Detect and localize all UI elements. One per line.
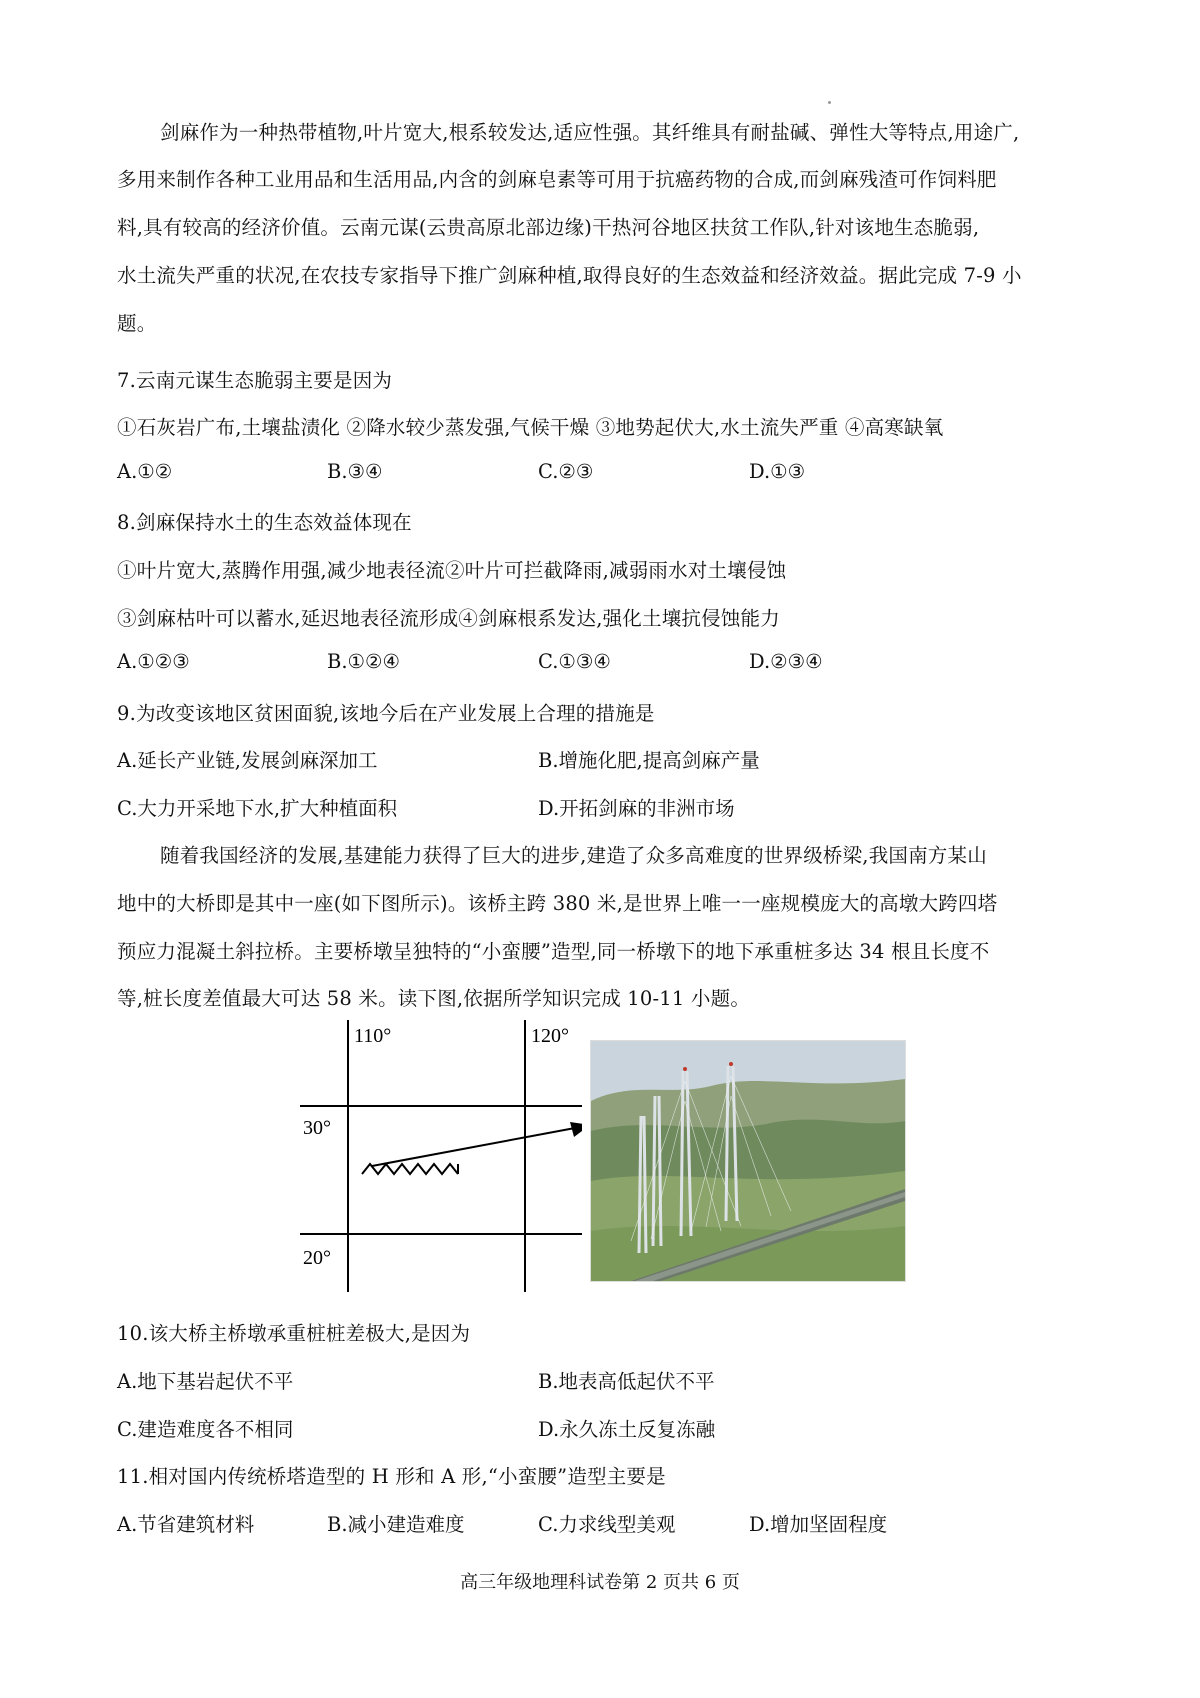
passage1-line-1: 剑麻作为一种热带植物,叶片宽大,根系较发达,适应性强。其纤维具有耐盐碱、弹性大等特点,用途广, xyxy=(160,121,1020,144)
passage1-line-2: 多用来制作各种工业用品和生活用品,内含的剑麻皂素等可用于抗癌药物的合成,而剑麻残渣可作饲料肥 xyxy=(117,168,997,191)
q9-option-c[interactable]: C.大力开采地下水,扩大种植面积 xyxy=(117,797,398,820)
question-7-items: ①石灰岩广布,土壤盐渍化 ②降水较少蒸发强,气候干燥 ③地势起伏大,水土流失严重 ④高寒缺氧 xyxy=(117,416,944,439)
q7-option-c[interactable]: C.②③ xyxy=(538,460,594,483)
q7-option-b[interactable]: B.③④ xyxy=(327,460,383,483)
q10-option-b[interactable]: B.地表高低起伏不平 xyxy=(538,1370,715,1393)
question-8-stem: 8.剑麻保持水土的生态效益体现在 xyxy=(117,511,412,534)
question-11-stem: 11.相对国内传统桥塔造型的 H 形和 A 形,“小蛮腰”造型主要是 xyxy=(117,1465,666,1488)
question-9-stem: 9.为改变该地区贫困面貌,该地今后在产业发展上合理的措施是 xyxy=(117,702,655,725)
q8-option-c[interactable]: C.①③④ xyxy=(538,650,611,673)
q10-option-c[interactable]: C.建造难度各不相同 xyxy=(117,1418,294,1441)
q9-option-a[interactable]: A.延长产业链,发展剑麻深加工 xyxy=(117,749,378,772)
q8-option-a[interactable]: A.①②③ xyxy=(117,650,190,673)
lat-label-30: 30° xyxy=(303,1117,331,1139)
passage2-line-4: 等,桩长度差值最大可达 58 米。读下图,依据所学知识完成 10-11 小题。 xyxy=(117,987,751,1010)
location-map xyxy=(300,1020,582,1292)
question-8-items-2: ③剑麻枯叶可以蓄水,延迟地表径流形成④剑麻根系发达,强化土壤抗侵蚀能力 xyxy=(117,607,780,630)
q9-option-b[interactable]: B.增施化肥,提高剑麻产量 xyxy=(538,749,760,772)
passage1-line-3: 料,具有较高的经济价值。云南元谋(云贵高原北部边缘)干热河谷地区扶贫工作队,针对该地生态脆弱, xyxy=(117,216,980,239)
page-footer: 高三年级地理科试卷第 2 页共 6 页 xyxy=(460,1572,740,1593)
question-8-items-1: ①叶片宽大,蒸腾作用强,减少地表径流②叶片可拦截降雨,减弱雨水对土壤侵蚀 xyxy=(117,559,787,582)
lat-label-20: 20° xyxy=(303,1247,331,1269)
question-7-stem: 7.云南元谋生态脆弱主要是因为 xyxy=(117,369,393,392)
location-arrow-line xyxy=(372,1128,575,1166)
q10-option-a[interactable]: A.地下基岩起伏不平 xyxy=(117,1370,294,1393)
lon-label-120: 120° xyxy=(531,1025,569,1047)
passage2-line-2: 地中的大桥即是其中一座(如下图所示)。该桥主跨 380 米,是世界上唯一一座规模庞大的高墩大跨四塔 xyxy=(117,892,998,915)
q9-option-d[interactable]: D.开拓剑麻的非洲市场 xyxy=(538,797,735,820)
passage1-line-5: 题。 xyxy=(117,312,157,335)
q11-option-a[interactable]: A.节省建筑材料 xyxy=(117,1513,255,1536)
q8-option-d[interactable]: D.②③④ xyxy=(749,650,823,673)
q11-option-c[interactable]: C.力求线型美观 xyxy=(538,1513,676,1536)
scan-dot xyxy=(828,101,831,104)
lon-label-110: 110° xyxy=(354,1025,392,1047)
question-10-stem: 10.该大桥主桥墩承重桩桩差极大,是因为 xyxy=(117,1322,471,1345)
q8-option-b[interactable]: B.①②④ xyxy=(327,650,400,673)
q7-option-a[interactable]: A.①② xyxy=(117,460,173,483)
passage2-line-3: 预应力混凝土斜拉桥。主要桥墩呈独特的“小蛮腰”造型,同一桥墩下的地下承重桩多达 34 根且长度不 xyxy=(117,940,990,963)
passage2-line-1: 随着我国经济的发展,基建能力获得了巨大的进步,建造了众多高难度的世界级桥梁,我国南方某山 xyxy=(160,844,987,867)
passage1-line-4: 水土流失严重的状况,在农技专家指导下推广剑麻种植,取得良好的生态效益和经济效益。据此完成 7-9 小 xyxy=(117,264,1022,287)
bridge-photo-art xyxy=(591,1041,905,1281)
q11-option-b[interactable]: B.减小建造难度 xyxy=(327,1513,465,1536)
q7-option-d[interactable]: D.①③ xyxy=(749,460,806,483)
q10-option-d[interactable]: D.永久冻土反复冻融 xyxy=(538,1418,716,1441)
q11-option-d[interactable]: D.增加坚固程度 xyxy=(749,1513,888,1536)
bridge-photo xyxy=(590,1040,906,1282)
